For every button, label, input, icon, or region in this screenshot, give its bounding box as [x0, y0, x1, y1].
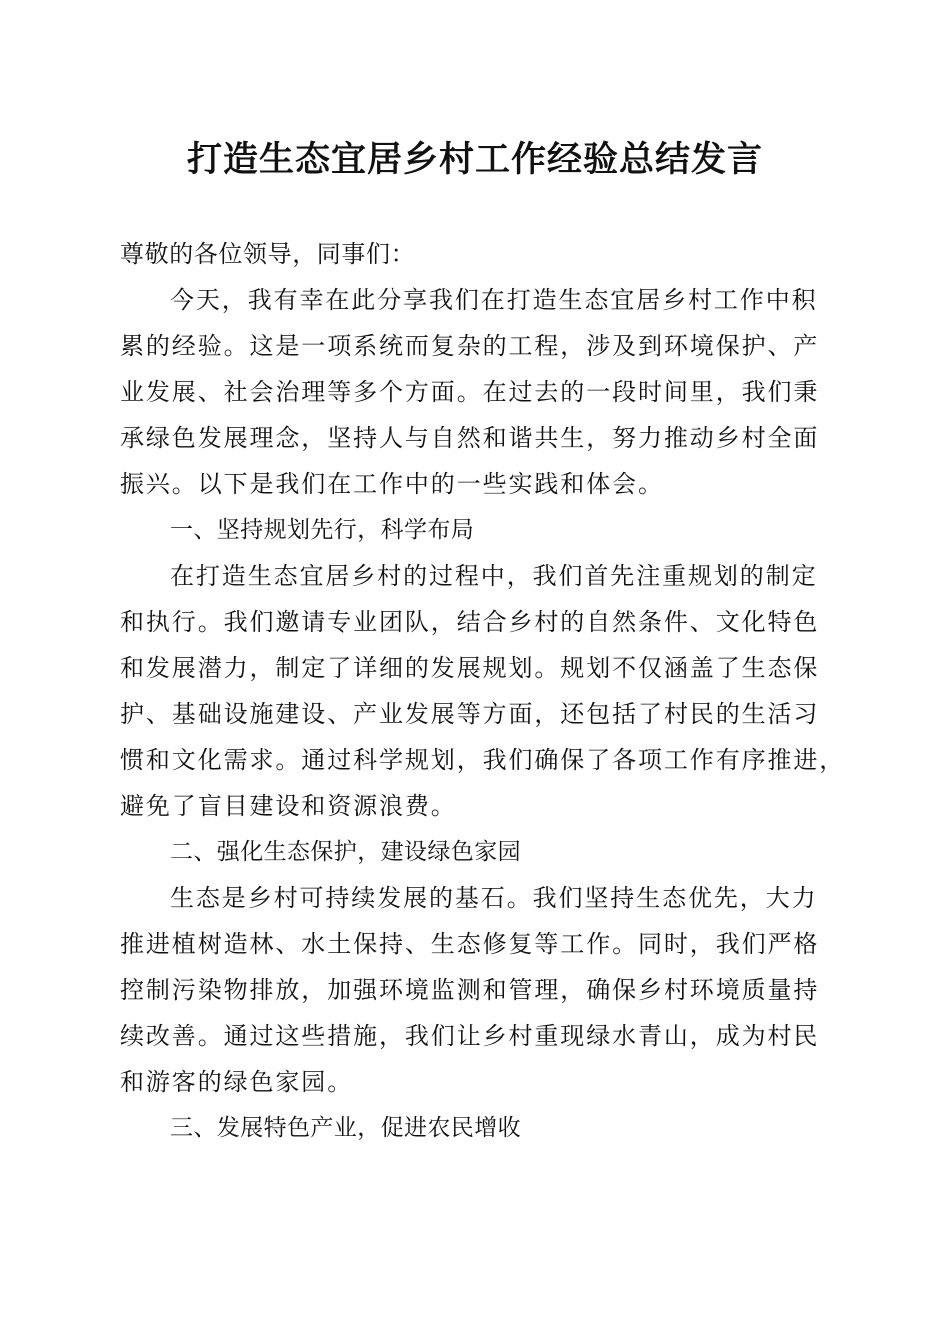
paragraph-line: 在打造生态宜居乡村的过程中，我们首先注重规划的制定 [170, 562, 818, 590]
section-heading-2: 二、强化生态保护，建设绿色家园 [170, 839, 521, 865]
document-title: 打造生态宜居乡村工作经验总结发言 [186, 139, 763, 180]
paragraph-line: 累的经验。这是一项系统而复杂的工程，涉及到环境保护、产 [120, 332, 820, 360]
paragraph-line: 护、基础设施建设、产业发展等方面，还包括了村民的生活习 [120, 700, 820, 728]
section-2-paragraph [120, 875, 832, 1105]
greeting: 尊敬的各位领导，同事们： [120, 240, 416, 268]
section-heading-3: 三、发展特色产业，促进农民增收 [170, 1115, 521, 1141]
paragraph-line: 振兴。以下是我们在工作中的一些实践和体会。 [120, 470, 664, 498]
paragraph-line: 惯和文化需求。通过科学规划，我们确保了各项工作有序推进， [120, 746, 846, 774]
intro-paragraph [120, 277, 832, 507]
paragraph-line: 推进植树造林、水土保持、生态修复等工作。同时，我们严格 [120, 930, 820, 958]
paragraph-line: 承绿色发展理念，坚持人与自然和谐共生，努力推动乡村全面 [120, 424, 820, 452]
paragraph-line: 业发展、社会治理等多个方面。在过去的一段时间里，我们秉 [120, 378, 820, 406]
section-heading-1: 一、坚持规划先行，科学布局 [170, 517, 475, 543]
paragraph-line: 和发展潜力，制定了详细的发展规划。规划不仅涵盖了生态保 [120, 654, 820, 682]
paragraph-line: 续改善。通过这些措施，我们让乡村重现绿水青山，成为村民 [120, 1022, 820, 1050]
document-body [120, 231, 846, 1151]
paragraph-line: 和执行。我们邀请专业团队，结合乡村的自然条件、文化特色 [120, 608, 820, 636]
paragraph-line: 今天，我有幸在此分享我们在打造生态宜居乡村工作中积 [170, 286, 818, 314]
paragraph-line: 控制污染物排放，加强环境监测和管理，确保乡村环境质量持 [120, 976, 820, 1004]
section-1-paragraph [120, 553, 846, 829]
paragraph-line: 避免了盲目建设和资源浪费。 [120, 792, 457, 820]
paragraph-line: 和游客的绿色家园。 [120, 1068, 354, 1096]
paragraph-line: 生态是乡村可持续发展的基石。我们坚持生态优先，大力 [170, 884, 818, 912]
